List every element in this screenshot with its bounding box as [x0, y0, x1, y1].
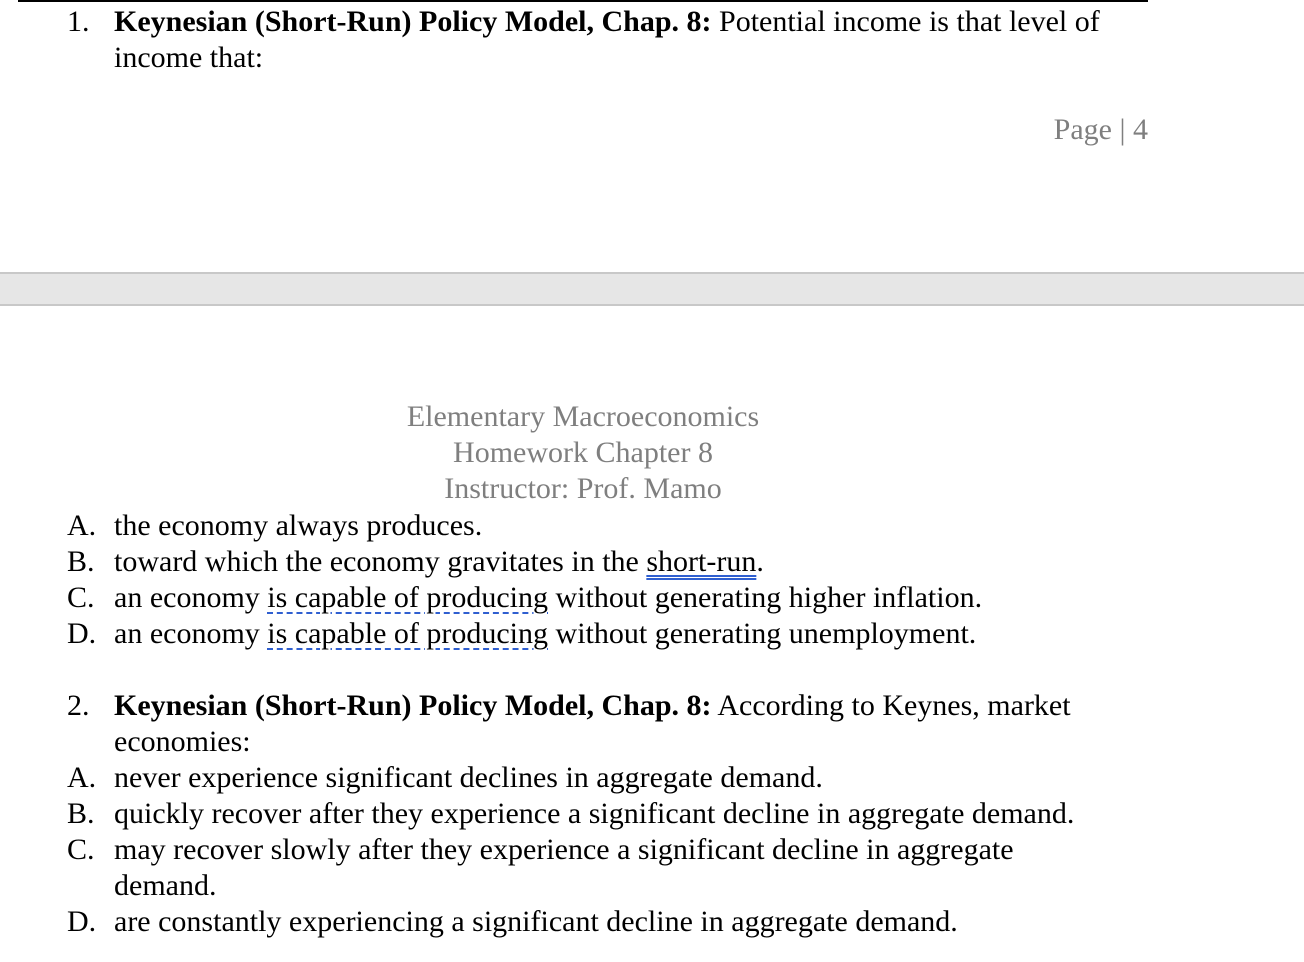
- grammar-flag[interactable]: is capable of producing: [267, 581, 549, 614]
- choice-text: an economy: [114, 617, 268, 650]
- choice-text: an economy: [114, 581, 268, 614]
- q1-choice-b: [67, 544, 764, 580]
- page-break: [0, 272, 1304, 306]
- question-1-prompt-line2: income that:: [114, 41, 264, 74]
- header-instructor: Instructor: Prof. Mamo: [444, 472, 722, 505]
- q1-choice-c: [67, 580, 982, 616]
- choice-text-end: without generating unemployment.: [548, 617, 977, 650]
- top-rule: [18, 0, 1148, 2]
- choice-text: never experience significant declines in aggregate demand.: [114, 761, 823, 794]
- choice-text: toward which the economy gravitates in the: [114, 545, 647, 578]
- q1-choice-a: [67, 508, 482, 544]
- question-2-prompt-line2: economies:: [114, 725, 251, 758]
- choice-letter: C.: [67, 581, 95, 614]
- choice-letter: B.: [67, 545, 95, 578]
- q2-choice-b: [67, 796, 1074, 832]
- choice-letter: A.: [67, 761, 97, 794]
- question-2-prompt: [114, 688, 1071, 724]
- choice-letter: B.: [67, 797, 95, 830]
- question-1-number: 1.: [67, 5, 90, 38]
- q2-choice-c: [67, 832, 1014, 904]
- header-course: Elementary Macroeconomics: [406, 400, 760, 433]
- question-2-heading: Keynesian (Short-Run) Policy Model, Chap. 8:: [114, 689, 712, 722]
- page-number: Page | 4: [1053, 113, 1148, 146]
- choice-letter: D.: [67, 905, 97, 938]
- choice-text: the economy always produces.: [114, 509, 483, 542]
- question-1-heading: Keynesian (Short-Run) Policy Model, Chap. 8:: [114, 5, 712, 38]
- choice-letter: A.: [67, 509, 97, 542]
- q1-choice-d: [67, 616, 976, 652]
- choice-text-end: without generating higher inflation.: [548, 581, 983, 614]
- choice-text: are constantly experiencing a significant decline in aggregate demand.: [114, 905, 958, 938]
- question-2-prompt-line1: According to Keynes, market: [711, 689, 1071, 722]
- choice-letter: D.: [67, 617, 97, 650]
- choice-letter: C.: [67, 833, 95, 866]
- choice-text-continued: demand.: [114, 869, 217, 902]
- q2-choice-d: [67, 904, 958, 940]
- question-2-number: 2.: [67, 689, 90, 722]
- spelling-flag[interactable]: short-run: [646, 545, 757, 578]
- grammar-flag[interactable]: is capable of producing: [267, 617, 549, 650]
- question-1-prompt-line1: Potential income is that level of: [711, 5, 1100, 38]
- choice-text: may recover slowly after they experience a significant decline in aggregate: [114, 833, 1014, 866]
- choice-text-end: .: [756, 545, 764, 578]
- question-1-prompt: [114, 4, 1100, 40]
- document-header: [383, 399, 783, 507]
- q2-choice-a: [67, 760, 823, 796]
- header-homework: Homework Chapter 8: [453, 436, 713, 469]
- choice-text: quickly recover after they experience a significant decline in aggregate demand.: [114, 797, 1075, 830]
